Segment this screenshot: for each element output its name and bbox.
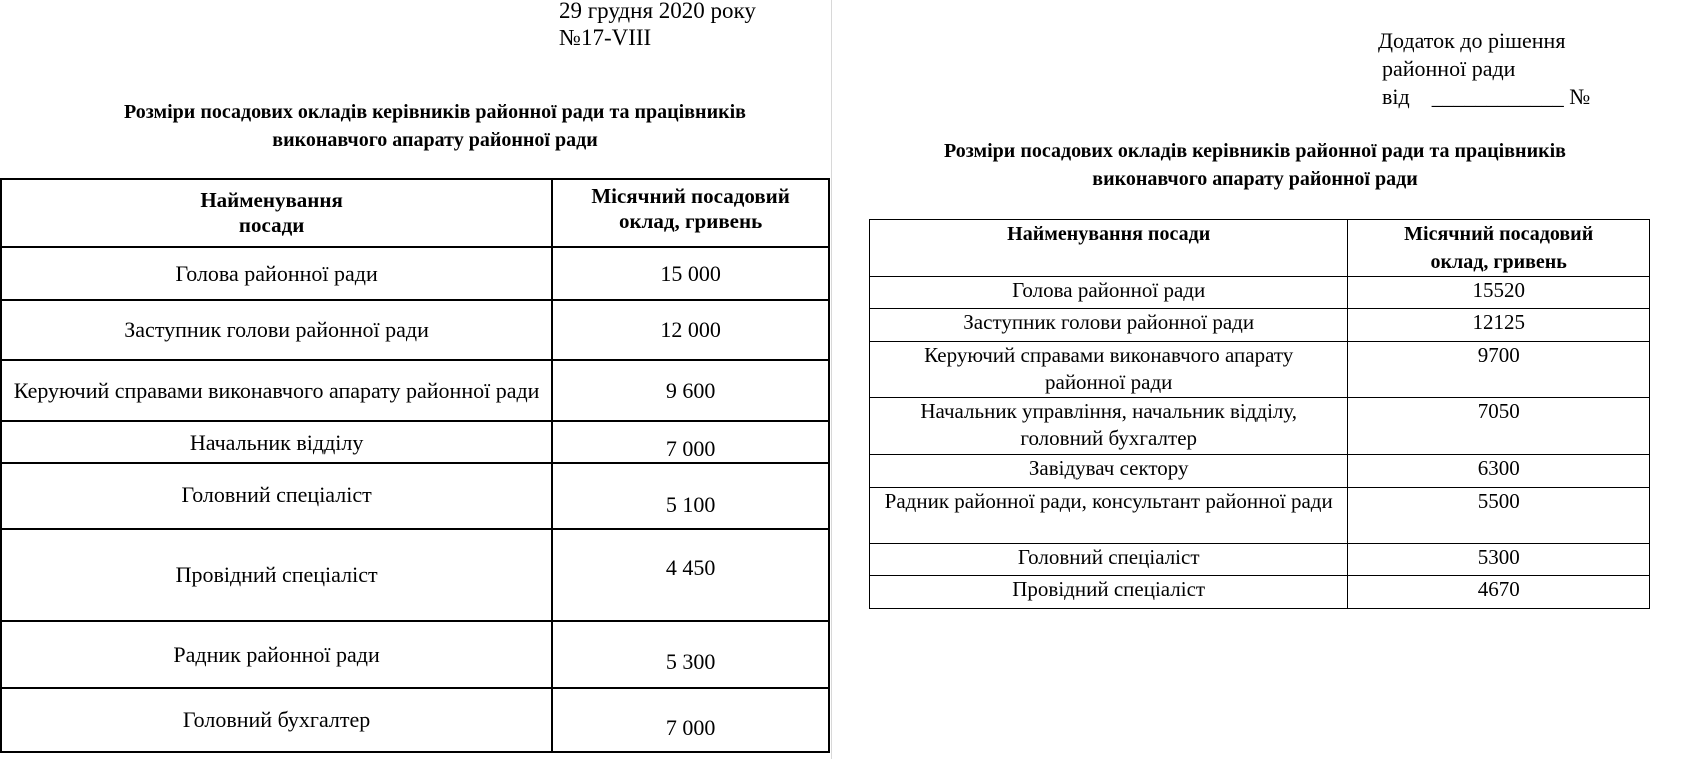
right-header-salary [1348,220,1650,277]
table-row [870,488,1650,544]
right-salary-table [869,219,1650,609]
right-row-7-name: Головний спеціаліст [870,544,1348,576]
right-row-8-salary: 4670 [1348,576,1650,609]
right-row-2-salary: 12125 [1348,309,1650,342]
left-table-title [40,98,830,154]
appendix-line3: від ____________ № [1382,84,1591,109]
right-header-salary-line2: оклад, гривень [1430,251,1567,273]
left-table-header-row [1,179,829,247]
left-row-3-salary: 9 600 [552,360,829,421]
table-row [1,529,829,621]
left-row-6-salary: 4 450 [552,529,829,621]
left-row-2-salary: 12 000 [552,300,829,360]
left-row-8-salary: 7 000 [552,688,829,752]
decision-number: №17-VIII [559,25,652,50]
table-row [1,300,829,360]
left-row-7-salary: 5 300 [552,621,829,688]
left-header-salary-line2: оклад, гривень [619,209,763,233]
table-row [870,277,1650,309]
table-row [1,421,829,463]
table-row [870,342,1650,398]
right-row-4-name: Начальник управління, начальник відділу, головний бухгалтер [870,398,1348,455]
left-header-name [1,179,552,247]
left-document-page [0,0,832,759]
table-row [870,544,1650,576]
right-row-4-salary: 7050 [1348,398,1650,455]
left-row-6-name: Провідний спеціаліст [1,529,552,621]
right-row-5-name: Завідувач сектору [870,455,1348,488]
left-row-5-salary: 5 100 [552,463,829,529]
table-row [1,688,829,752]
left-header-salary [552,179,829,247]
right-row-1-name: Голова районної ради [870,277,1348,309]
right-header-salary-line1: Місячний посадовий [1404,223,1594,245]
left-salary-table [0,178,830,753]
right-title-line1: Розміри посадових окладів керівників районної ради та працівників [944,140,1566,162]
right-table-header-row [870,220,1650,277]
right-row-5-salary: 6300 [1348,455,1650,488]
right-row-6-salary: 5500 [1348,488,1650,544]
left-row-2-name: Заступник голови районної ради [1,300,552,360]
table-row [870,398,1650,455]
left-header-salary-line1: Місячний посадовий [591,184,790,208]
left-row-8-name: Головний бухгалтер [1,688,552,752]
table-row [870,455,1650,488]
left-row-1-salary: 15 000 [552,247,829,300]
right-row-1-salary: 15520 [1348,277,1650,309]
table-row [1,247,829,300]
appendix-note [1378,27,1590,111]
table-row [870,309,1650,342]
left-row-7-name: Радник районної ради [1,621,552,688]
left-row-3-name: Керуючий справами виконавчого апарату районної ради [1,360,552,421]
left-row-4-name: Начальник відділу [1,421,552,463]
right-row-3-salary: 9700 [1348,342,1650,398]
right-row-8-name: Провідний спеціаліст [870,576,1348,609]
right-row-6-name: Радник районної ради, консультант районної ради [870,488,1348,544]
appendix-line2: районної ради [1382,56,1516,81]
right-table-title [855,137,1655,193]
table-row [870,576,1650,609]
left-row-4-salary: 7 000 [552,421,829,463]
left-title-line2: виконавчого апарату районної ради [272,129,598,151]
left-title-line1: Розміри посадових окладів керівників районної ради та працівників [124,101,746,123]
appendix-line1: Додаток до рішення [1378,28,1566,53]
table-row [1,621,829,688]
decision-date: 29 грудня 2020 року [559,0,756,23]
left-header-name-line2: посади [238,213,305,237]
right-row-2-name: Заступник голови районної ради [870,309,1348,342]
right-header-name: Найменування посади [870,220,1348,277]
left-row-1-name: Голова районної ради [1,247,552,300]
left-header-name-line1: Найменування [200,188,343,212]
right-title-line2: виконавчого апарату районної ради [1092,168,1418,190]
table-row [1,360,829,421]
right-row-7-salary: 5300 [1348,544,1650,576]
left-row-5-name: Головний спеціаліст [1,463,552,529]
table-row [1,463,829,529]
right-row-3-name: Керуючий справами виконавчого апарату районної ради [870,342,1348,398]
